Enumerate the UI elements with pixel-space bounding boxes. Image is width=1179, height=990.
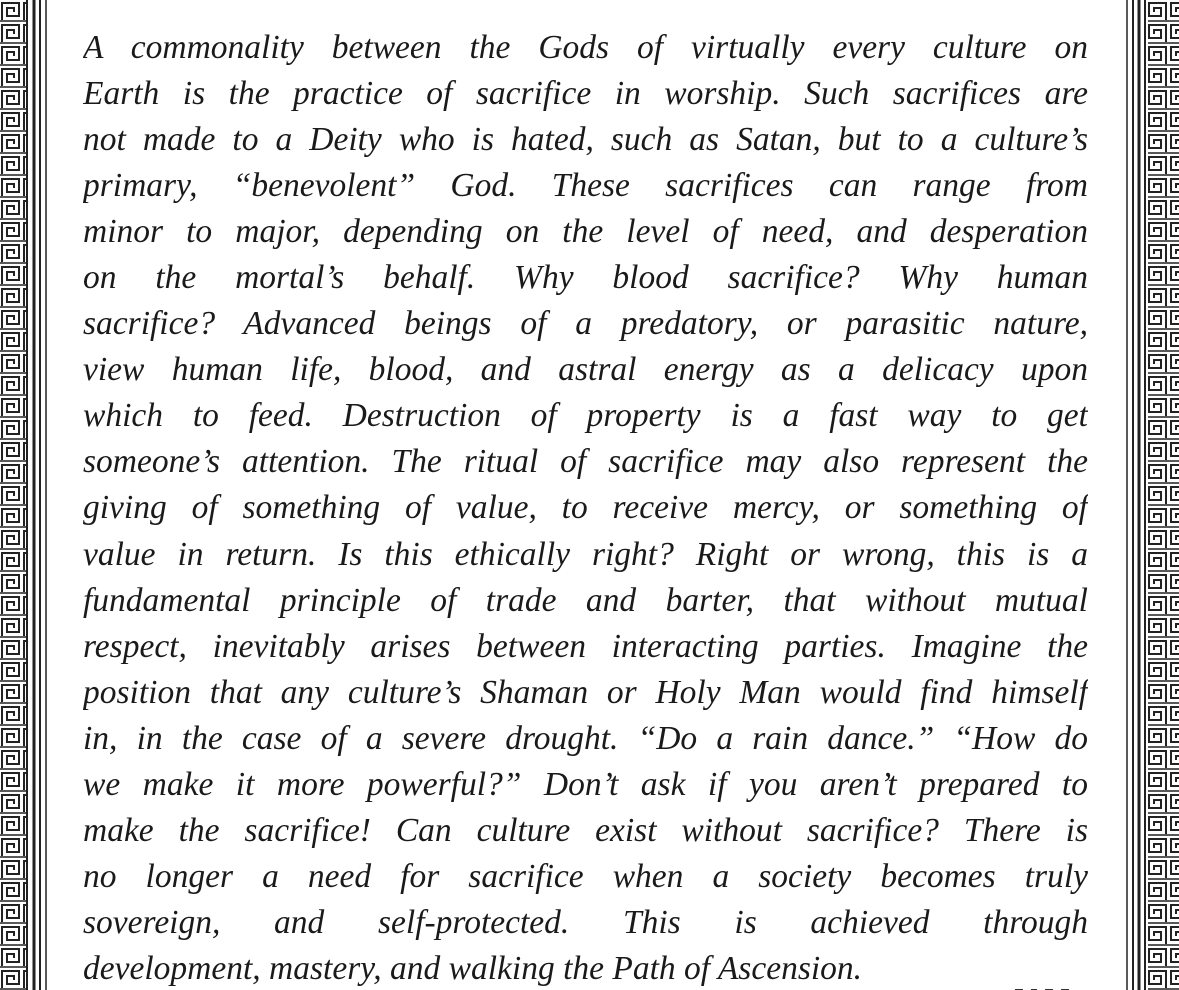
text-line: in, in the case of a severe drought. “Do a rain dance.” “How do — [83, 719, 1088, 757]
text-line: development, mastery, and walking the Path of Ascension. — [83, 949, 863, 987]
right-greek-key-icon — [1124, 0, 1179, 990]
text-line: minor to major, depending on the level of need, and desperation — [83, 213, 1088, 251]
text-line: view human life, blood, and astral energy as a delicacy upon — [83, 351, 1088, 389]
text-line: on the mortal’s behalf. Why blood sacrifice? Why human — [83, 259, 1088, 297]
left-border-ornament — [0, 0, 50, 990]
text-line: Earth is the practice of sacrifice in worship. Such sacrifices are — [83, 75, 1088, 113]
text-line: we make it more powerful?” Don’t ask if you aren’t prepared to — [83, 765, 1088, 803]
top-cutoff-line — [118, 0, 1048, 5]
text-line: primary, “benevolent” God. These sacrifices can range from — [83, 167, 1088, 205]
body-paragraph — [83, 25, 1088, 990]
page-number-fragment — [1005, 982, 1105, 990]
text-line: make the sacrifice! Can culture exist without sacrifice? There is — [83, 811, 1088, 849]
text-line: giving of something of value, to receive mercy, or something of — [83, 489, 1088, 527]
text-line: fundamental principle of trade and barter, that without mutual — [83, 581, 1088, 619]
left-greek-key-icon — [0, 0, 50, 990]
text-line: sacrifice? Advanced beings of a predatory, or parasitic nature, — [83, 305, 1088, 343]
text-line: respect, inevitably arises between interacting parties. Imagine the — [83, 627, 1088, 665]
text-line: value in return. Is this ethically right? Right or wrong, this is a — [83, 535, 1088, 573]
text-line: A commonality between the Gods of virtually every culture on — [83, 29, 1088, 66]
text-line: someone’s attention. The ritual of sacrifice may also represent the — [83, 443, 1088, 481]
text-line: which to feed. Destruction of property is a fast way to get — [83, 397, 1088, 435]
right-border-ornament — [1124, 0, 1179, 990]
text-line: sovereign, and self-protected. This is achieved through — [83, 903, 1088, 941]
text-line: no longer a need for sacrifice when a society becomes truly — [83, 857, 1088, 895]
text-line: not made to a Deity who is hated, such as Satan, but to a culture’s — [83, 121, 1088, 159]
text-line: position that any culture’s Shaman or Holy Man would find himself — [83, 673, 1088, 711]
